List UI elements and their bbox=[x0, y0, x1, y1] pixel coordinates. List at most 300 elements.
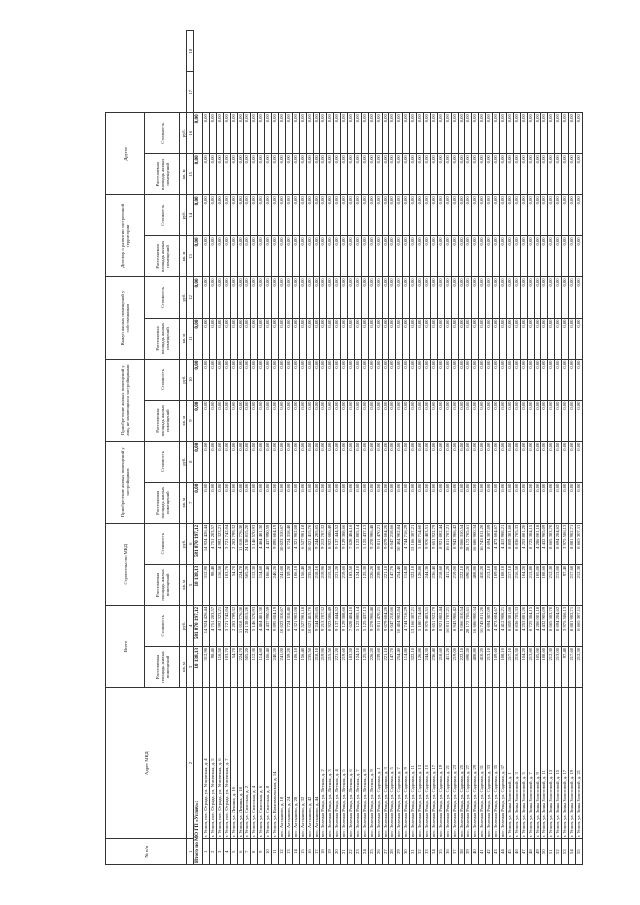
row-value: 213,10 bbox=[486, 646, 493, 687]
subheader-area: Расселяемая площадь жилых помещений bbox=[145, 564, 180, 605]
table-row bbox=[527, 31, 534, 865]
row-zero-area: 0,00 bbox=[472, 236, 479, 277]
row-zero-cost: 0,00 bbox=[278, 113, 285, 154]
row-zero-area: 0,00 bbox=[278, 482, 285, 523]
row-zero-area: 0,00 bbox=[299, 482, 306, 523]
row-value: 239,60 bbox=[375, 564, 382, 605]
row-zero-cost: 0,00 bbox=[569, 359, 576, 400]
row-zero-cost: 0,00 bbox=[527, 441, 534, 482]
row-zero-area: 0,00 bbox=[341, 154, 348, 195]
row-zero-cost: 0,00 bbox=[216, 441, 223, 482]
row-value: 9 278 906,48 bbox=[368, 523, 375, 564]
column-number: 6 bbox=[187, 523, 194, 564]
row-value: 7 628 404,16 bbox=[348, 523, 355, 564]
row-zero-area: 0,00 bbox=[575, 482, 582, 523]
row-zero-area: 0,00 bbox=[251, 400, 258, 441]
row-zero-cost: 0,00 bbox=[341, 195, 348, 236]
table-row bbox=[417, 31, 424, 865]
row-zero-cost: 0,00 bbox=[251, 441, 258, 482]
row-zero-cost: 0,00 bbox=[327, 277, 334, 318]
row-zero-cost: 0,00 bbox=[465, 113, 472, 154]
row-zero-area: 0,00 bbox=[493, 482, 500, 523]
row-zero-cost: 0,00 bbox=[396, 359, 403, 400]
row-value: 16 686 900,34 bbox=[472, 605, 479, 646]
row-zero-cost: 0,00 bbox=[451, 359, 458, 400]
row-zero-cost: 0,00 bbox=[375, 359, 382, 400]
row-zero-area: 0,00 bbox=[230, 400, 237, 441]
table-row bbox=[299, 31, 306, 865]
row-value: 3 975 506,13 bbox=[562, 523, 569, 564]
row-zero-cost: 0,00 bbox=[430, 277, 437, 318]
row-value: 147,70 bbox=[389, 564, 396, 605]
row-address: г. Углич, ул. Зины Золотовой, д. 3 bbox=[513, 687, 520, 838]
row-zero-cost: 0,00 bbox=[479, 195, 486, 236]
row-zero-area: 0,00 bbox=[361, 154, 368, 195]
table-row bbox=[203, 31, 210, 865]
row-value: 9 651 922,79 bbox=[430, 605, 437, 646]
row-value: 235,50 bbox=[306, 564, 313, 605]
row-value: 2 203 799,32 bbox=[230, 523, 237, 564]
row-zero-cost: 0,00 bbox=[278, 359, 285, 400]
row-number: 11 bbox=[272, 839, 279, 865]
row-value: 9 079 604,20 bbox=[382, 605, 389, 646]
row-zero-cost: 0,00 bbox=[513, 359, 520, 400]
row-zero-area: 0,00 bbox=[348, 482, 355, 523]
row-value: 3 721 742,04 bbox=[223, 605, 230, 646]
row-value: 213,80 bbox=[527, 646, 534, 687]
unit-cost: руб. bbox=[180, 195, 187, 236]
row-zero-cost: 0,00 bbox=[472, 359, 479, 400]
row-zero-area: 0,00 bbox=[292, 482, 299, 523]
row-zero-cost: 0,00 bbox=[306, 441, 313, 482]
row-zero-area: 0,00 bbox=[465, 400, 472, 441]
row-zero-cost: 0,00 bbox=[375, 113, 382, 154]
row-value: 8 694 307,09 bbox=[486, 605, 493, 646]
row-zero-cost: 0,00 bbox=[527, 359, 534, 400]
row-value: 8 923 006,49 bbox=[327, 605, 334, 646]
row-value: 8 694 307,09 bbox=[486, 523, 493, 564]
row-zero-cost: 0,00 bbox=[437, 277, 444, 318]
row-address: пос. Зеленая Роща, ул. Лесная, д. 3 bbox=[327, 687, 334, 838]
row-zero-cost: 0,00 bbox=[403, 277, 410, 318]
row-zero-cost: 0,00 bbox=[569, 277, 576, 318]
row-value: 4 473 604,67 bbox=[493, 523, 500, 564]
row-value: 9 651 922,79 bbox=[430, 523, 437, 564]
row-zero-area: 0,00 bbox=[382, 318, 389, 359]
table-row bbox=[382, 31, 389, 865]
row-zero-cost: 0,00 bbox=[223, 195, 230, 236]
row-zero-area: 0,00 bbox=[389, 236, 396, 277]
row-value: 235,50 bbox=[306, 646, 313, 687]
row-zero-cost: 0,00 bbox=[499, 113, 506, 154]
row-number: 40 bbox=[472, 839, 479, 865]
row-value: 24 138 815,20 bbox=[244, 605, 251, 646]
row-zero-cost: 0,00 bbox=[313, 441, 320, 482]
group-header: Договор о развитии застроенной территории bbox=[106, 195, 145, 277]
row-number: 28 bbox=[389, 839, 396, 865]
unit-cost: руб. bbox=[180, 605, 187, 646]
row-value: 8 923 006,49 bbox=[327, 523, 334, 564]
row-value: 212,30 bbox=[575, 646, 582, 687]
row-zero-area: 0,00 bbox=[527, 236, 534, 277]
row-zero-area: 0,00 bbox=[209, 318, 216, 359]
row-zero-area: 0,00 bbox=[313, 236, 320, 277]
row-zero-area: 0,00 bbox=[493, 400, 500, 441]
subheader-cost: Стоимость bbox=[145, 113, 180, 154]
row-zero-area: 0,00 bbox=[320, 400, 327, 441]
row-address: пос. Зеленая Роща, ул. Лесная, д. 8 bbox=[361, 687, 368, 838]
row-zero-cost: 0,00 bbox=[506, 195, 513, 236]
row-value: 10 021 415,70 bbox=[306, 523, 313, 564]
row-zero-cost: 0,00 bbox=[444, 195, 451, 236]
row-zero-area: 0,00 bbox=[430, 482, 437, 523]
row-zero-cost: 0,00 bbox=[458, 359, 465, 400]
row-value: 4 437 990,59 bbox=[265, 523, 272, 564]
row-zero-area: 0,00 bbox=[313, 318, 320, 359]
row-zero-cost: 0,00 bbox=[555, 441, 562, 482]
row-zero-area: 0,00 bbox=[292, 236, 299, 277]
row-value: 9 066 310,54 bbox=[458, 523, 465, 564]
total-zero: 0,00 bbox=[194, 318, 203, 359]
row-value: 108,10 bbox=[499, 564, 506, 605]
row-address: пос. Зеленая Роща, ул. Садовая, д. 3 bbox=[382, 687, 389, 838]
row-address: пос. Зеленая Роща, ул. Садовая, д. 5 bbox=[389, 687, 396, 838]
row-zero-cost: 0,00 bbox=[437, 195, 444, 236]
row-zero-area: 0,00 bbox=[562, 154, 569, 195]
table-row bbox=[424, 31, 431, 865]
row-zero-cost: 0,00 bbox=[451, 277, 458, 318]
table-row bbox=[430, 31, 437, 865]
row-zero-cost: 0,00 bbox=[541, 195, 548, 236]
row-zero-cost: 0,00 bbox=[562, 113, 569, 154]
table-row bbox=[327, 31, 334, 865]
subheader-cost: Стоимость bbox=[145, 359, 180, 400]
row-number: 39 bbox=[465, 839, 472, 865]
row-zero-area: 0,00 bbox=[327, 482, 334, 523]
row-number: 2 bbox=[209, 839, 216, 865]
row-value: 4 751 203,57 bbox=[209, 605, 216, 646]
row-address: пос. Зеленая Роща, ул. Лесная, д. 6 bbox=[348, 687, 355, 838]
row-zero-area: 0,00 bbox=[334, 400, 341, 441]
table-row bbox=[410, 31, 417, 865]
row-zero-area: 0,00 bbox=[569, 318, 576, 359]
row-zero-area: 0,00 bbox=[430, 400, 437, 441]
row-value: 4 751 203,57 bbox=[209, 523, 216, 564]
row-zero-area: 0,00 bbox=[541, 236, 548, 277]
row-value: 103,70 bbox=[223, 564, 230, 605]
row-zero-cost: 0,00 bbox=[562, 195, 569, 236]
row-zero-cost: 0,00 bbox=[430, 359, 437, 400]
row-zero-area: 0,00 bbox=[520, 236, 527, 277]
row-value: 217,10 bbox=[506, 564, 513, 605]
row-address: г. Углич, пос. Отрада, ул. Угличская, д. 6 bbox=[216, 687, 223, 838]
row-zero-cost: 0,00 bbox=[272, 277, 279, 318]
row-value: 322,10 bbox=[410, 564, 417, 605]
row-zero-area: 0,00 bbox=[527, 154, 534, 195]
row-zero-cost: 0,00 bbox=[327, 195, 334, 236]
row-number: 19 bbox=[327, 839, 334, 865]
row-zero-cost: 0,00 bbox=[258, 113, 265, 154]
row-zero-cost: 0,00 bbox=[285, 441, 292, 482]
row-zero-cost: 0,00 bbox=[258, 195, 265, 236]
row-zero-area: 0,00 bbox=[251, 236, 258, 277]
column-number: 15 bbox=[187, 154, 194, 195]
row-address: пос. Зеленая Роща, ул. Садовая, д. 35 bbox=[493, 687, 500, 838]
table-row bbox=[251, 31, 258, 865]
row-zero-cost: 0,00 bbox=[520, 277, 527, 318]
column-number: 2 bbox=[187, 687, 194, 838]
row-zero-cost: 0,00 bbox=[244, 359, 251, 400]
row-zero-cost: 0,00 bbox=[203, 113, 210, 154]
row-zero-area: 0,00 bbox=[375, 318, 382, 359]
table-row bbox=[444, 31, 451, 865]
row-zero-area: 0,00 bbox=[444, 236, 451, 277]
row-zero-area: 0,00 bbox=[230, 482, 237, 523]
row-zero-cost: 0,00 bbox=[368, 195, 375, 236]
unit-area: кв. м bbox=[180, 564, 187, 605]
row-zero-area: 0,00 bbox=[562, 318, 569, 359]
row-zero-area: 0,00 bbox=[534, 318, 541, 359]
row-zero-area: 0,00 bbox=[348, 318, 355, 359]
row-value: 5 122 805,14 bbox=[354, 605, 361, 646]
subheader-area: Расселяемая площадь жилых помещений bbox=[145, 154, 180, 195]
row-address: пос. Зеленая Роща, ул. Лесная, д. 5 bbox=[341, 687, 348, 838]
row-zero-cost: 0,00 bbox=[265, 113, 272, 154]
row-value: 9 213 707,32 bbox=[320, 523, 327, 564]
row-zero-area: 0,00 bbox=[389, 482, 396, 523]
row-number: 21 bbox=[341, 839, 348, 865]
row-zero-cost: 0,00 bbox=[472, 441, 479, 482]
row-number: 7 bbox=[244, 839, 251, 865]
row-value: 108,60 bbox=[541, 646, 548, 687]
row-value: 216,50 bbox=[513, 564, 520, 605]
row-zero-cost: 0,00 bbox=[444, 113, 451, 154]
row-zero-area: 0,00 bbox=[327, 236, 334, 277]
row-value: 124,10 bbox=[354, 564, 361, 605]
row-zero-cost: 0,00 bbox=[341, 359, 348, 400]
row-zero-cost: 0,00 bbox=[493, 359, 500, 400]
row-address: пос. Зеленая Роща, ул. Лесная, д. 7 bbox=[354, 687, 361, 838]
row-zero-cost: 0,00 bbox=[354, 441, 361, 482]
row-value: 16 811 707,21 bbox=[444, 605, 451, 646]
row-zero-area: 0,00 bbox=[403, 318, 410, 359]
row-number: 26 bbox=[375, 839, 382, 865]
row-zero-area: 0,00 bbox=[493, 236, 500, 277]
row-value: 114,80 bbox=[403, 564, 410, 605]
row-address: пос. Алтыново, д. 18 bbox=[278, 687, 285, 838]
row-value: 114,60 bbox=[258, 646, 265, 687]
row-zero-area: 0,00 bbox=[237, 236, 244, 277]
row-zero-cost: 0,00 bbox=[410, 195, 417, 236]
row-zero-cost: 0,00 bbox=[216, 195, 223, 236]
row-zero-cost: 0,00 bbox=[548, 359, 555, 400]
row-value: 116,50 bbox=[216, 564, 223, 605]
row-value: 221,20 bbox=[334, 564, 341, 605]
row-zero-cost: 0,00 bbox=[251, 195, 258, 236]
row-zero-area: 0,00 bbox=[203, 236, 210, 277]
row-value: 5 180 714,60 bbox=[417, 523, 424, 564]
row-zero-area: 0,00 bbox=[403, 236, 410, 277]
row-zero-cost: 0,00 bbox=[292, 195, 299, 236]
total-build-area: 10 138,13 bbox=[194, 564, 203, 605]
row-value: 8 665 303,70 bbox=[548, 523, 555, 564]
row-zero-cost: 0,00 bbox=[334, 195, 341, 236]
row-value: 14 924 426,44 bbox=[203, 605, 210, 646]
row-zero-cost: 0,00 bbox=[506, 441, 513, 482]
row-address: пос. Алтыново, д. 28 bbox=[292, 687, 299, 838]
row-address: г. Углич, ул. Спасская, д. 6 bbox=[258, 687, 265, 838]
row-zero-cost: 0,00 bbox=[278, 277, 285, 318]
row-zero-cost: 0,00 bbox=[265, 359, 272, 400]
row-zero-area: 0,00 bbox=[417, 482, 424, 523]
row-value: 218,10 bbox=[313, 564, 320, 605]
row-zero-cost: 0,00 bbox=[506, 113, 513, 154]
row-zero-cost: 0,00 bbox=[292, 277, 299, 318]
row-value: 10 404 902,84 bbox=[396, 523, 403, 564]
row-address: пос. Зеленая Роща, ул. Садовая, д. 37 bbox=[499, 687, 506, 838]
row-value: 239,60 bbox=[375, 646, 382, 687]
row-zero-area: 0,00 bbox=[272, 318, 279, 359]
row-address: пос. Зеленая Роща, ул. Садовая, д. 33 bbox=[486, 687, 493, 838]
row-zero-cost: 0,00 bbox=[313, 277, 320, 318]
row-value: 108,60 bbox=[541, 564, 548, 605]
row-zero-area: 0,00 bbox=[285, 236, 292, 277]
row-value: 10 023 310,67 bbox=[278, 605, 285, 646]
row-zero-cost: 0,00 bbox=[375, 441, 382, 482]
table-row bbox=[472, 31, 479, 865]
row-address: пос. Зеленая Роща, ул. Садовая, д. 17 bbox=[430, 687, 437, 838]
row-value: 109,60 bbox=[493, 564, 500, 605]
row-value: 116,50 bbox=[216, 646, 223, 687]
row-zero-area: 0,00 bbox=[327, 318, 334, 359]
row-zero-area: 0,00 bbox=[575, 154, 582, 195]
row-zero-area: 0,00 bbox=[424, 400, 431, 441]
row-value: 240,20 bbox=[272, 564, 279, 605]
row-zero-area: 0,00 bbox=[486, 236, 493, 277]
row-value: 254,40 bbox=[396, 646, 403, 687]
row-address: пос. Зеленая Роща, ул. Садовая, д. 19 bbox=[437, 687, 444, 838]
row-value: 215,50 bbox=[327, 564, 334, 605]
row-value: 5 146 570,93 bbox=[251, 523, 258, 564]
row-zero-area: 0,00 bbox=[327, 154, 334, 195]
row-zero-area: 0,00 bbox=[417, 236, 424, 277]
row-zero-cost: 0,00 bbox=[479, 359, 486, 400]
group-header: Другое bbox=[106, 113, 145, 195]
total-build-cost: 581 870 197,12 bbox=[194, 523, 203, 564]
row-zero-cost: 0,00 bbox=[299, 277, 306, 318]
row-zero-area: 0,00 bbox=[306, 482, 313, 523]
row-zero-area: 0,00 bbox=[555, 400, 562, 441]
row-zero-area: 0,00 bbox=[534, 482, 541, 523]
column-number: 9 bbox=[187, 400, 194, 441]
row-zero-cost: 0,00 bbox=[389, 277, 396, 318]
row-zero-area: 0,00 bbox=[424, 318, 431, 359]
row-zero-area: 0,00 bbox=[341, 482, 348, 523]
row-zero-area: 0,00 bbox=[410, 400, 417, 441]
group-header: Выкуп жилых помещений у собственников bbox=[106, 277, 145, 359]
column-numbers-row bbox=[187, 31, 194, 865]
row-value: 410,20 bbox=[479, 564, 486, 605]
row-value: 9 129 308,66 bbox=[341, 523, 348, 564]
row-value: 408,80 bbox=[472, 564, 479, 605]
row-value: 5 180 714,60 bbox=[417, 605, 424, 646]
row-value: 505,20 bbox=[244, 564, 251, 605]
row-address: пос. Зеленая Роща, ул. Садовая, д. 9 bbox=[403, 687, 410, 838]
row-value: 224,70 bbox=[237, 646, 244, 687]
row-value: 213,00 bbox=[555, 646, 562, 687]
row-zero-cost: 0,00 bbox=[313, 113, 320, 154]
table-row bbox=[278, 31, 285, 865]
row-zero-area: 0,00 bbox=[541, 154, 548, 195]
table-row bbox=[486, 31, 493, 865]
row-zero-cost: 0,00 bbox=[534, 277, 541, 318]
row-zero-area: 0,00 bbox=[237, 318, 244, 359]
row-address: г. Углич, ул. Зины Золотовой, д. 21 bbox=[575, 687, 582, 838]
row-zero-area: 0,00 bbox=[341, 318, 348, 359]
row-zero-cost: 0,00 bbox=[548, 441, 555, 482]
table-row bbox=[562, 31, 569, 865]
row-value: 124,10 bbox=[354, 646, 361, 687]
row-value: 217,60 bbox=[569, 646, 576, 687]
row-zero-area: 0,00 bbox=[396, 236, 403, 277]
row-zero-cost: 0,00 bbox=[458, 113, 465, 154]
table-row bbox=[334, 31, 341, 865]
row-zero-cost: 0,00 bbox=[237, 113, 244, 154]
row-zero-cost: 0,00 bbox=[458, 277, 465, 318]
row-zero-area: 0,00 bbox=[368, 236, 375, 277]
row-address: г. Углич, ул. Спасская, д. 2 bbox=[244, 687, 251, 838]
row-zero-cost: 0,00 bbox=[513, 441, 520, 482]
row-number: 31 bbox=[410, 839, 417, 865]
table-row bbox=[292, 31, 299, 865]
row-value: 8 836 705,33 bbox=[513, 605, 520, 646]
row-zero-area: 0,00 bbox=[265, 154, 272, 195]
row-address: г. Углич, ул. Спасская, д. 8 bbox=[265, 687, 272, 838]
row-zero-cost: 0,00 bbox=[209, 113, 216, 154]
row-number: 8 bbox=[251, 839, 258, 865]
row-number: 54 bbox=[569, 839, 576, 865]
row-zero-area: 0,00 bbox=[320, 154, 327, 195]
row-value: 322,10 bbox=[410, 646, 417, 687]
row-value: 213,80 bbox=[527, 564, 534, 605]
row-value: 240,20 bbox=[272, 646, 279, 687]
row-zero-cost: 0,00 bbox=[403, 195, 410, 236]
row-zero-area: 0,00 bbox=[348, 400, 355, 441]
row-value: 16 686 900,34 bbox=[472, 523, 479, 564]
row-zero-area: 0,00 bbox=[513, 482, 520, 523]
row-zero-area: 0,00 bbox=[265, 236, 272, 277]
row-zero-cost: 0,00 bbox=[465, 195, 472, 236]
row-number: 6 bbox=[237, 839, 244, 865]
row-value: 28 172 705,61 bbox=[465, 605, 472, 646]
row-value: 16 743 811,20 bbox=[479, 605, 486, 646]
row-zero-cost: 0,00 bbox=[465, 359, 472, 400]
row-zero-cost: 0,00 bbox=[562, 441, 569, 482]
row-zero-cost: 0,00 bbox=[285, 113, 292, 154]
row-number: 23 bbox=[354, 839, 361, 865]
table-row bbox=[575, 31, 582, 865]
row-value: 3 975 506,13 bbox=[562, 605, 569, 646]
row-zero-cost: 0,00 bbox=[444, 441, 451, 482]
row-value: 104,20 bbox=[520, 646, 527, 687]
subheader-area: Расселяемая площадь жилых помещений bbox=[145, 646, 180, 687]
row-zero-cost: 0,00 bbox=[237, 359, 244, 400]
subheader-cost: Стоимость bbox=[145, 195, 180, 236]
row-zero-area: 0,00 bbox=[513, 318, 520, 359]
row-zero-area: 0,00 bbox=[237, 482, 244, 523]
row-zero-area: 0,00 bbox=[451, 318, 458, 359]
row-value: 112,30 bbox=[251, 564, 258, 605]
